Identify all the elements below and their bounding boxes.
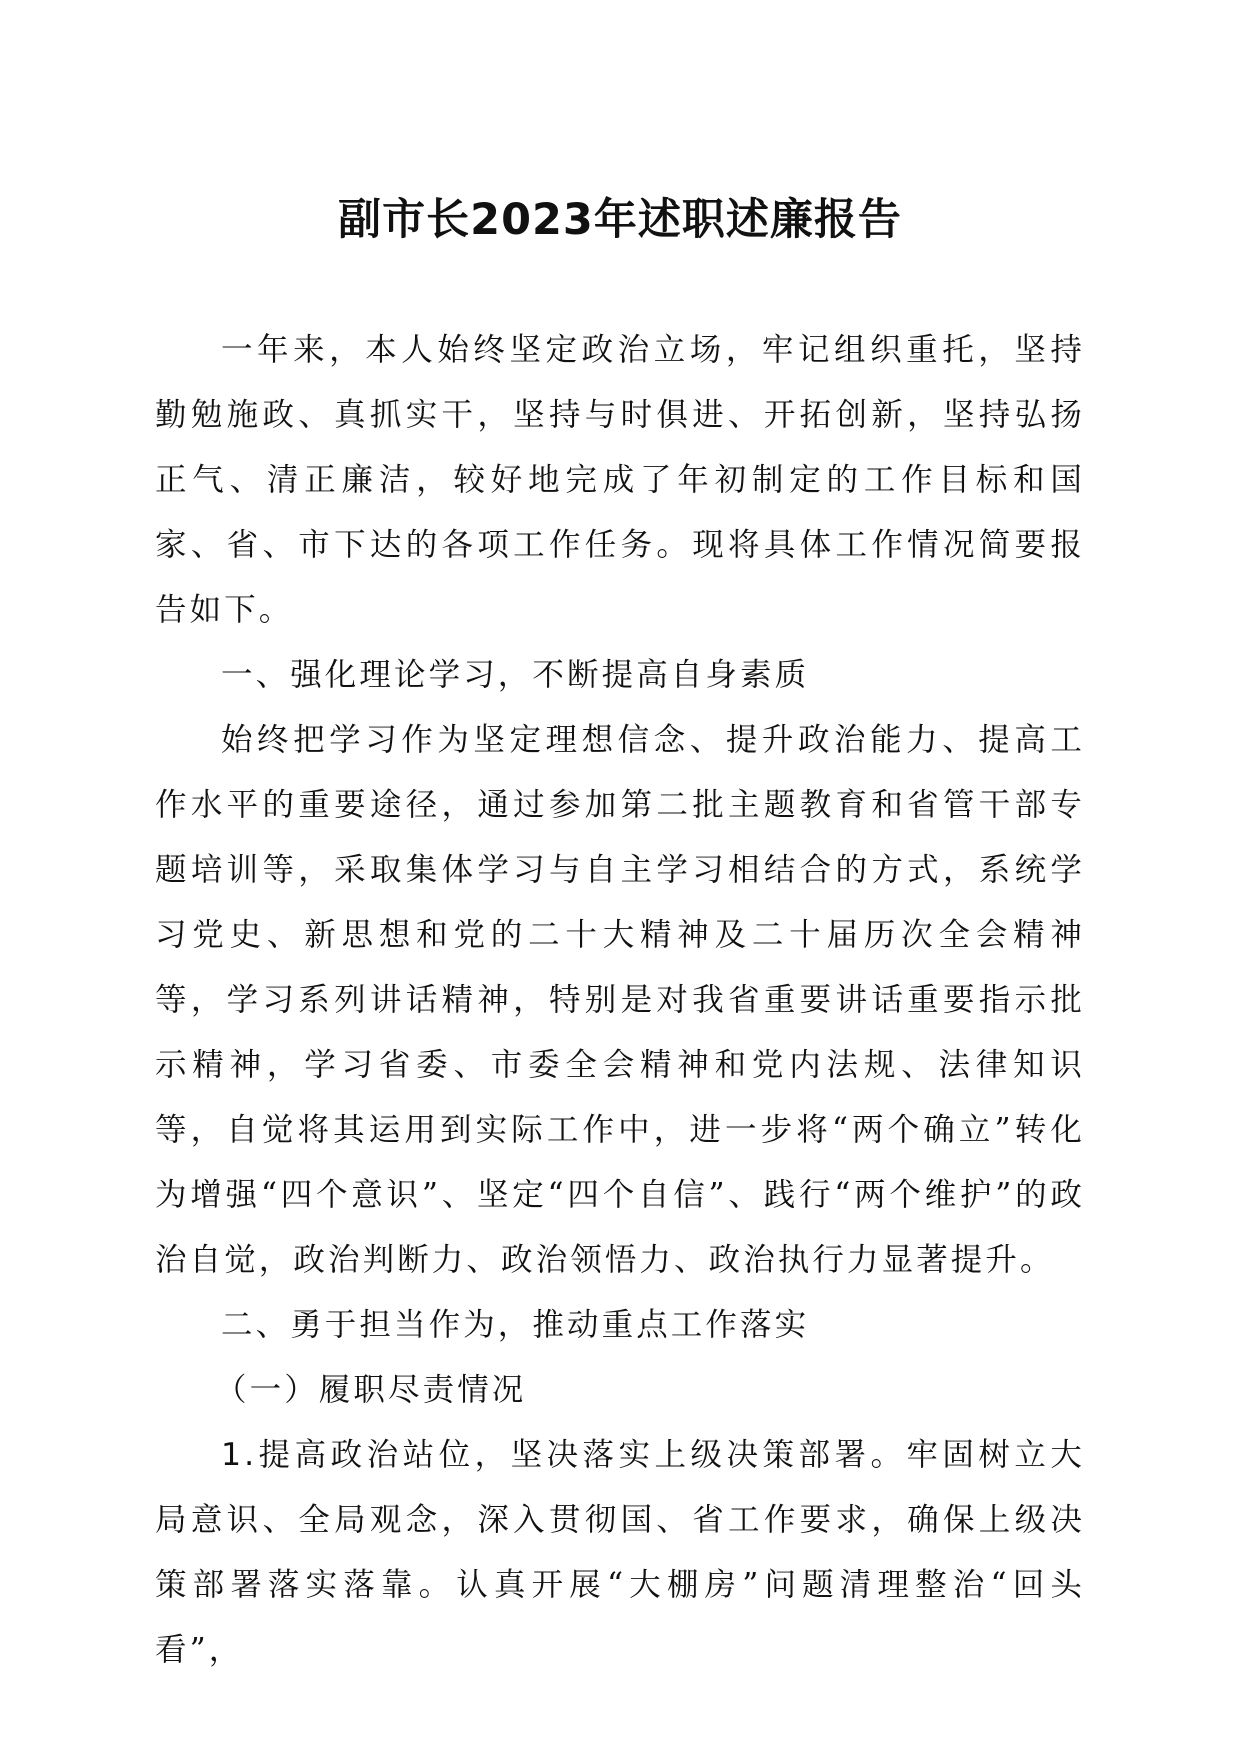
item-1-number: 1. bbox=[221, 1437, 258, 1473]
section-1-heading: 一、强化理论学习，不断提高自身素质 bbox=[221, 657, 810, 693]
document-body bbox=[155, 318, 1085, 1683]
item-1-text: 提高政治站位，坚决落实上级决策部署。牢固树立大局意识、全局观念，深入贯彻国、省工作要求，确保上级决策部署落实落靠。认真开展“大棚房”问题清理整治“回头看”， bbox=[155, 1437, 1085, 1668]
section-2-heading: 二、勇于担当作为，推动重点工作落实 bbox=[221, 1307, 810, 1343]
section-2-subheading: （一）履职尽责情况 bbox=[215, 1372, 527, 1408]
intro-paragraph: 一年来，本人始终坚定政治立场，牢记组织重托，坚持勤勉施政、真抓实干，坚持与时俱进、开拓创新，坚持弘扬正气、清正廉洁，较好地完成了年初制定的工作目标和国家、省、市下达的各项工作任务。现将具体工作情况简要报告如下。 bbox=[155, 332, 1085, 628]
section-1-paragraph: 始终把学习作为坚定理想信念、提升政治能力、提高工作水平的重要途径，通过参加第二批主题教育和省管干部专题培训等，采取集体学习与自主学习相结合的方式，系统学习党史、新思想和党的二十大精神及二十届历次全会精神等，学习系列讲话精神，特别是对我省重要讲话重要指示批示精神，学习省委、市委全会精神和党内法规、法律知识等，自觉将其运用到实际工作中，进一步将“两个确立”转化为增强“四个意识”、坚定“四个自信”、践行“两个维护”的政治自觉，政治判断力、政治领悟力、政治执行力显著提升。 bbox=[155, 722, 1085, 1278]
section-2-item-1-paragraph bbox=[155, 1423, 1085, 1683]
document-title: 副市长2023年述职述廉报告 bbox=[338, 195, 902, 245]
